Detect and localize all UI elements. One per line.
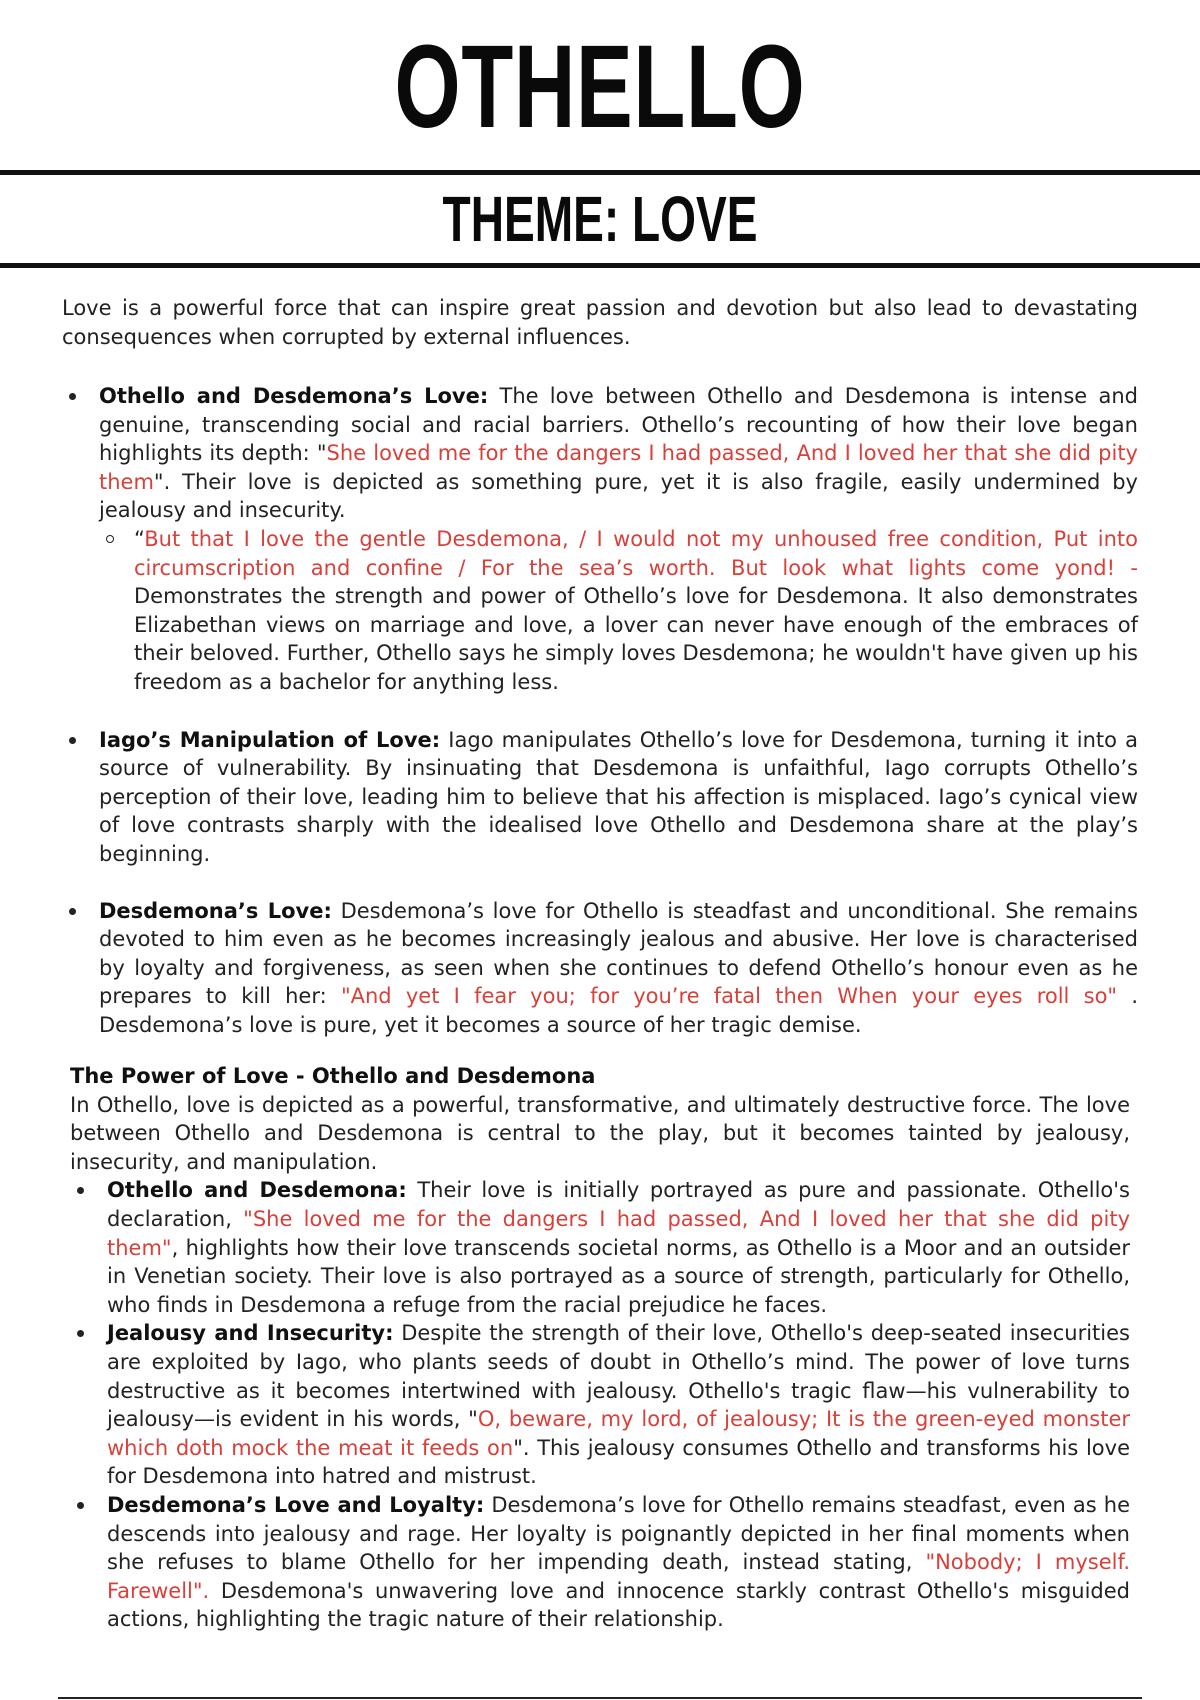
sub-item-text: Demonstrates the strength and power of Othello’s love for Desdemona. It also demonstrates Elizabethan views on marriage and love, a lover can never have enough of the embraces of their beloved. Further, Othello says he simply loves Desdemona; he wouldn't have given up his freedom as a bachelor for anything less. [134, 584, 1138, 694]
item-label: Othello and Desdemona: [107, 1178, 407, 1203]
list-item [62, 897, 1138, 1040]
item-text: Their love is initially portrayed as pure and passionate. Othello's declaration, [107, 1178, 1130, 1231]
list-item [70, 1176, 1130, 1319]
item-quote: "And yet I fear you; for you’re fatal then When your eyes roll so" [340, 984, 1118, 1009]
section-intro: In Othello, love is depicted as a powerful, transformative, and ultimately destructive force. The love between Othello and Desdemona is central to the play, but it becomes tainted by jealousy, insecurity, and manipulation. [70, 1092, 1130, 1174]
item-text: Desdemona’s love for Othello remains steadfast, even as he descends into jealousy and rage. Her loyalty is poignantly depicted in her final moments when she refuses to blame Othello for her impending death, instead stating, [107, 1492, 1130, 1575]
section-power-of-love [70, 1062, 1130, 1634]
item-label: Desdemona’s Love: [99, 898, 332, 923]
item-quote: "Nobody; I myself. Farewell". [107, 1550, 1130, 1603]
item-text: Desdemona’s love for Othello is steadfast and unconditional. She remains devoted to him even as he becomes increasingly jealous and abusive. Her love is characterised by loyalty and forgiveness, as seen when she continues to defend Othello’s honour even as he prepares to kill her: [99, 898, 1139, 1009]
item-text: ". Their love is depicted as something pure, yet it is also fragile, easily undermined by jealousy and insecurity. [99, 469, 1138, 523]
item-text: ". This jealousy consumes Othello and transforms his love for Desdemona into hatred and mistrust. [107, 1435, 1130, 1489]
section-love-overview [62, 382, 1138, 1039]
sub-item-quote: But that I love the gentle Desdemona, / I would not my unhoused free condition, Put into circumscription and confine / For the sea’s worth. But look what lights come yond! - [134, 526, 1138, 580]
item-text: Desdemona's unwavering love and innocence starkly contrast Othello's misguided actions, highlighting the tragic nature of their relationship. [107, 1578, 1130, 1632]
item-quote: O, beware, my lord, of jealousy; It is the green-eyed monster which doth mock the meat it feeds on [107, 1407, 1130, 1460]
sub-list-item [98, 525, 1138, 697]
list-item [62, 382, 1138, 525]
page-title: OTHELLO [394, 21, 806, 153]
header-divider-top [0, 170, 1200, 175]
item-label: Iago’s Manipulation of Love: [99, 727, 441, 752]
intro-paragraph: Love is a powerful force that can inspire great passion and devotion but also lead to devastating consequences when corrupted by external influences. [62, 296, 1138, 349]
list-item [62, 726, 1138, 869]
item-label: Desdemona’s Love and Loyalty: [107, 1492, 485, 1517]
footer-divider [58, 1697, 1142, 1699]
item-text: Iago manipulates Othello’s love for Desdemona, turning it into a source of vulnerability. By insinuating that Desdemona is unfaithful, Iago corrupts Othello’s perception of their love, leading him to believe that his affection is misplaced. Iago’s cynical view of love contrasts sharply with the idealised love Othello and Desdemona share at the play’s beginning. [99, 727, 1138, 866]
item-text: The love between Othello and Desdemona is intense and genuine, transcending social and racial barriers. Othello’s recounting of how their love began highlights its depth: " [99, 384, 1138, 466]
item-text: , highlights how their love transcends societal norms, as Othello is a Moor and an outsider in Venetian society. Their love is also portrayed as a source of strength, particularly for Othello, who finds in Desdemona a refuge from the racial prejudice he faces. [107, 1235, 1130, 1317]
list-item [70, 1319, 1130, 1491]
item-quote: She loved me for the dangers I had passed, And I loved her that she did pity them [99, 441, 1138, 494]
item-text: Despite the strength of their love, Othello's deep-seated insecurities are exploited by Iago, who plants seeds of doubt in Othello’s mind. The power of love turns destructive as it becomes intertwined with jealousy. Othello's tragic flaw—his vulnerability to jealousy—is evident in his words, " [107, 1321, 1130, 1432]
section-heading: The Power of Love - Othello and Desdemona [70, 1064, 596, 1088]
item-quote: "She loved me for the dangers I had passed, And I loved her that she did pity them" [107, 1206, 1131, 1260]
page-subtitle: THEME: LOVE [442, 183, 758, 255]
sub-item-prefix: “ [134, 526, 145, 551]
item-label: Othello and Desdemona’s Love: [99, 384, 489, 408]
header-divider-bottom [0, 263, 1200, 268]
list-item [70, 1491, 1130, 1634]
item-label: Jealousy and Insecurity: [107, 1321, 394, 1346]
item-text: . Desdemona’s love is pure, yet it becomes a source of her tragic demise. [99, 984, 1139, 1037]
